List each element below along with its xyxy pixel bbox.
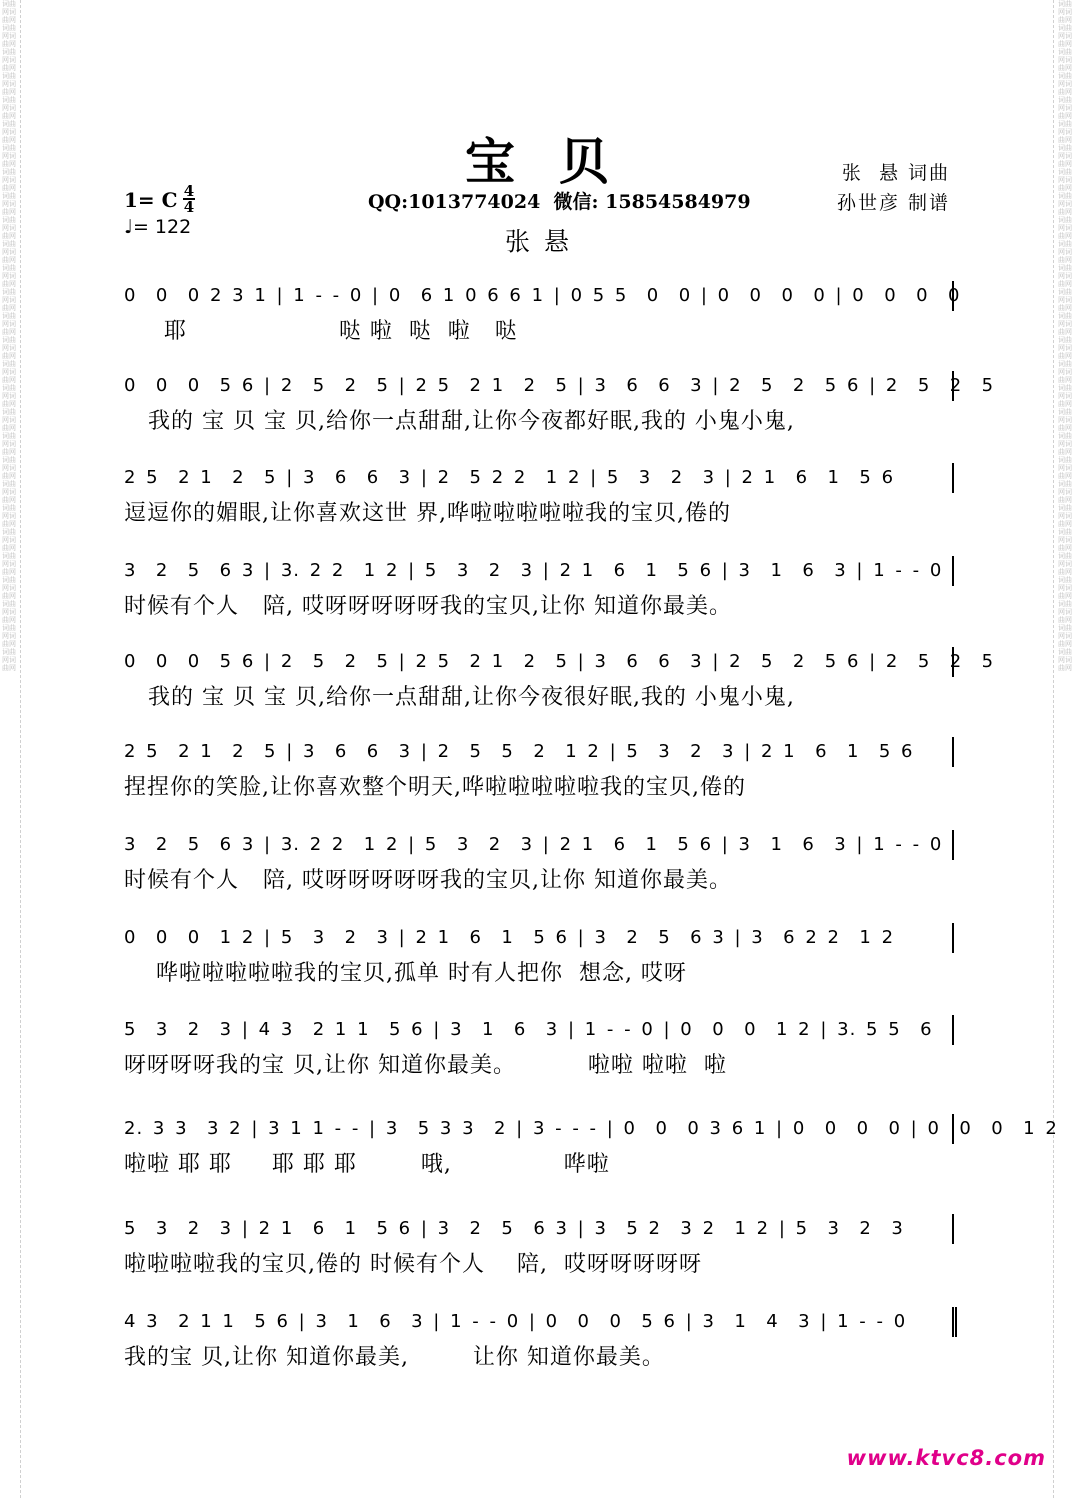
key-signature: 1= C bbox=[124, 188, 178, 212]
notation-line: 0 0 0 2 3 1 | 1 - - 0 | 0 6 1 0 6 6 1 | 0 5 5 0 0 | 0 0 0 0 | 0 0 0 0 bbox=[124, 281, 954, 311]
notation-line: 2. 3 3 3 2 | 3 1 1 - - | 3 5 3 3 2 | 3 - - - | 0 0 0 3 6 1 | 0 0 0 0 | 0 0 0 1 2 bbox=[124, 1114, 954, 1144]
lyric-line: 我的 宝 贝 宝 贝,给你一点甜甜,让你今夜很好眠,我的 小鬼小鬼, bbox=[124, 685, 795, 710]
notation-line: 4 3 2 1 1 5 6 | 3 1 6 3 | 1 - - 0 | 0 0 0 5 6 | 3 1 4 3 | 1 - - 0 bbox=[124, 1307, 957, 1337]
right-watermark-strip: 词曲网词曲网词曲网词曲网词曲网词曲网词曲网词曲网词曲网词曲网词曲网词曲网词曲网词曲网词曲网词曲网词曲网词曲网词曲网词曲网词曲网词曲网词曲网词曲网词曲网词曲网词曲网词曲网词曲网词曲网词曲网词曲网词曲网词曲网词曲网词曲网词曲网词曲网词曲网词曲网词曲网词曲网词曲网词曲网词曲网词曲网词曲网词曲网词曲网词曲网词曲网词曲网词曲网词曲网词曲网词曲网 bbox=[1058, 0, 1072, 672]
notation-line: 2 5 2 1 2 5 | 3 6 6 3 | 2 5 2 2 1 2 | 5 3 2 3 | 2 1 6 1 5 6 bbox=[124, 463, 954, 493]
notation-line: 0 0 0 5 6 | 2 5 2 5 | 2 5 2 1 2 5 | 3 6 6 3 | 2 5 2 5 6 | 2 5 2 5 bbox=[124, 647, 954, 677]
tempo-marking: ♩= 122 bbox=[124, 216, 192, 238]
contact-info: QQ:1013774024 微信: 15854584979 bbox=[368, 191, 751, 213]
time-signature-top: 4 bbox=[183, 182, 195, 200]
lyric-line: 时候有个人 陪, 哎呀呀呀呀呀我的宝贝,让你 知道你最美。 bbox=[124, 594, 732, 619]
composer-credit: 张 悬 词曲 bbox=[841, 162, 950, 184]
lyric-line: 我的宝 贝,让你 知道你最美, 让你 知道你最美。 bbox=[124, 1345, 665, 1370]
notation-line: 5 3 2 3 | 2 1 6 1 5 6 | 3 2 5 6 3 | 3 5 2 3 2 1 2 | 5 3 2 3 bbox=[124, 1214, 954, 1244]
lyric-line: 啦啦 耶 耶 耶 耶 耶 哦, 哗啦 bbox=[124, 1152, 610, 1177]
lyric-line: 哗啦啦啦啦啦我的宝贝,孤单 时有人把你 想念, 哎呀 bbox=[124, 961, 687, 986]
lyric-line: 捏捏你的笑脸,让你喜欢整个明天,哗啦啦啦啦啦我的宝贝,倦的 bbox=[124, 775, 746, 800]
lyric-line: 逗逗你的媚眼,让你喜欢这世 界,哗啦啦啦啦啦我的宝贝,倦的 bbox=[124, 501, 731, 526]
lyric-line: 耶 哒 啦 哒 啦 哒 bbox=[124, 319, 518, 344]
lyric-line: 我的 宝 贝 宝 贝,给你一点甜甜,让你今夜都好眠,我的 小鬼小鬼, bbox=[124, 409, 795, 434]
arranger-credit: 孙世彦 制谱 bbox=[836, 192, 950, 214]
notation-line: 3 2 5 6 3 | 3. 2 2 1 2 | 5 3 2 3 | 2 1 6 1 5 6 | 3 1 6 3 | 1 - - 0 bbox=[124, 556, 954, 586]
lyric-line: 时候有个人 陪, 哎呀呀呀呀呀我的宝贝,让你 知道你最美。 bbox=[124, 868, 732, 893]
notation-line: 0 0 0 5 6 | 2 5 2 5 | 2 5 2 1 2 5 | 3 6 6 3 | 2 5 2 5 6 | 2 5 2 5 bbox=[124, 371, 954, 401]
notation-line: 3 2 5 6 3 | 3. 2 2 1 2 | 5 3 2 3 | 2 1 6 1 5 6 | 3 1 6 3 | 1 - - 0 bbox=[124, 830, 954, 860]
singer-name: 张悬 bbox=[504, 227, 583, 256]
site-logo: www.ktvc8.com bbox=[846, 1446, 1046, 1470]
lyric-line: 呀呀呀呀我的宝 贝,让你 知道你最美。 啦啦 啦啦 啦 bbox=[124, 1053, 727, 1078]
lyric-line: 啦啦啦啦我的宝贝,倦的 时候有个人 陪, 哎呀呀呀呀呀 bbox=[124, 1252, 702, 1277]
song-title: 宝贝 bbox=[465, 132, 653, 191]
time-signature bbox=[183, 184, 195, 214]
time-signature-bottom: 4 bbox=[183, 198, 195, 216]
left-watermark-strip: 词曲网词曲网词曲网词曲网词曲网词曲网词曲网词曲网词曲网词曲网词曲网词曲网词曲网词曲网词曲网词曲网词曲网词曲网词曲网词曲网词曲网词曲网词曲网词曲网词曲网词曲网词曲网词曲网词曲网词曲网词曲网词曲网词曲网词曲网词曲网词曲网词曲网词曲网词曲网词曲网词曲网词曲网词曲网词曲网词曲网词曲网词曲网词曲网词曲网词曲网词曲网词曲网词曲网词曲网词曲网词曲网 bbox=[2, 0, 16, 672]
notation-line: 0 0 0 1 2 | 5 3 2 3 | 2 1 6 1 5 6 | 3 2 5 6 3 | 3 6 2 2 1 2 bbox=[124, 923, 954, 953]
notation-line: 5 3 2 3 | 4 3 2 1 1 5 6 | 3 1 6 3 | 1 - - 0 | 0 0 0 1 2 | 3. 5 5 6 bbox=[124, 1015, 954, 1045]
notation-line: 2 5 2 1 2 5 | 3 6 6 3 | 2 5 5 2 1 2 | 5 3 2 3 | 2 1 6 1 5 6 bbox=[124, 737, 954, 767]
